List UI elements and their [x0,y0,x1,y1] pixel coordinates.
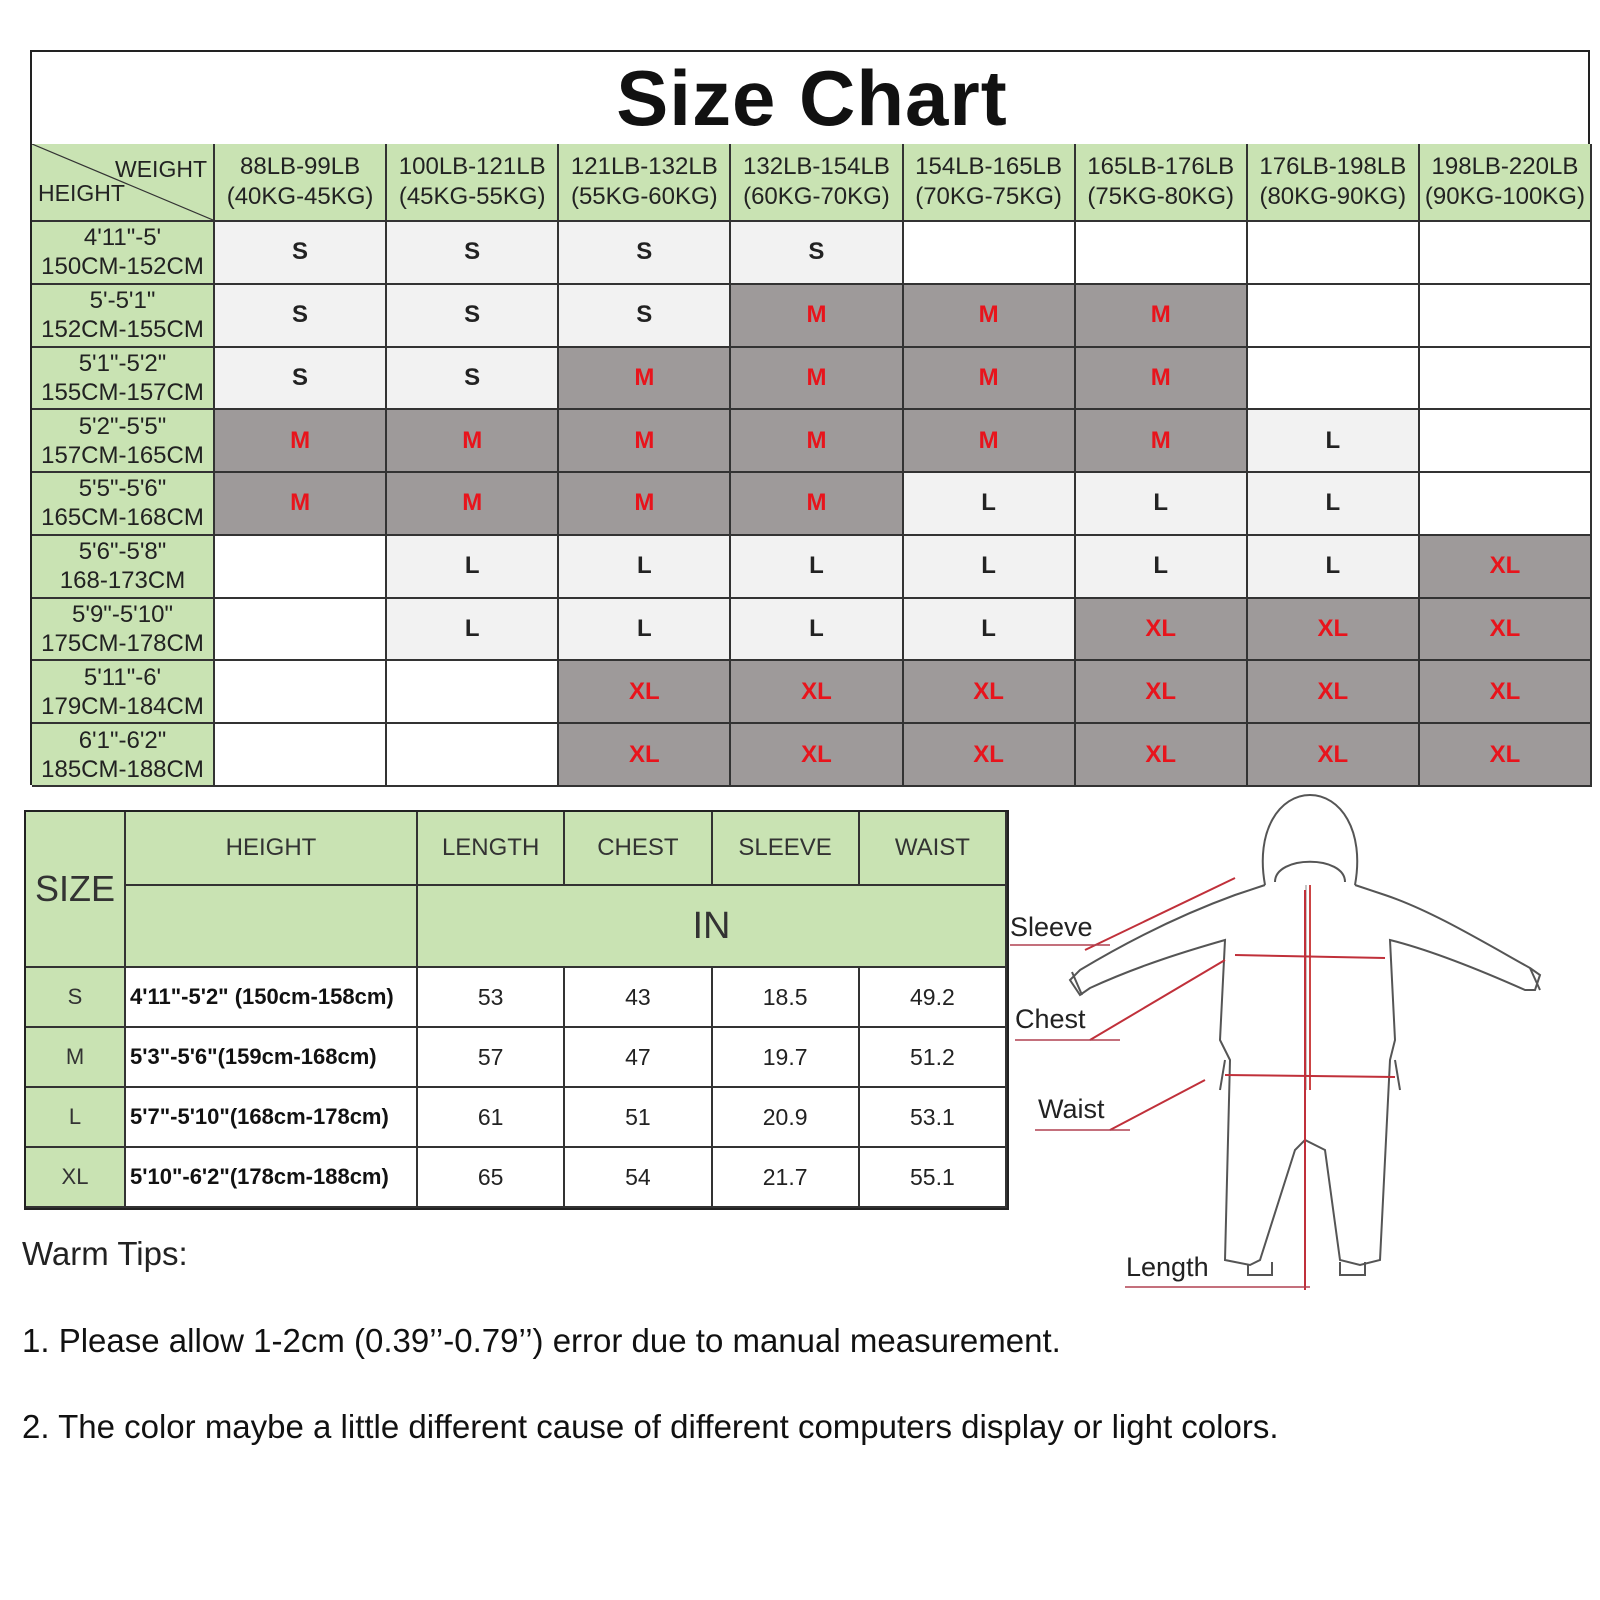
weight-lb: 165LB-176LB [1087,153,1235,180]
height-cm: 152CM-155CM [41,316,204,344]
size-cell: M [559,348,731,411]
size-cell [1248,285,1420,348]
size-cell: XL [1076,661,1248,724]
measurement-value: 54 [565,1148,712,1208]
size-cell [1420,222,1592,285]
size-cell [1420,348,1592,411]
size-header: SIZE [26,812,126,968]
size-cell: L [1248,473,1420,536]
size-cell: XL [1420,724,1592,787]
height-ft: 5'1"-5'2" [78,349,167,377]
height-ft: 6'1"-6'2" [78,726,167,754]
height-row-header [32,222,215,285]
measurement-value: 51 [565,1088,712,1148]
size-chart-table [30,50,1590,785]
height-cm: 175CM-178CM [41,630,204,658]
size-cell: XL [904,724,1076,787]
size-cell: M [731,473,903,536]
size-cell: XL [1248,724,1420,787]
chest-label: Chest [1015,1004,1086,1034]
size-cell: S [559,285,731,348]
size-cell: L [387,536,559,599]
size-cell: XL [1420,536,1592,599]
size-cell: M [904,410,1076,473]
weight-header [904,144,1076,222]
weight-kg: (45KG-55KG) [398,183,546,210]
waist-header: WAIST [860,812,1007,886]
measurement-value: 20.9 [713,1088,860,1148]
weight-header [731,144,903,222]
size-cell: M [215,473,387,536]
size-cell [1420,473,1592,536]
size-cell: XL [559,724,731,787]
size-row-label: L [26,1088,126,1148]
tips-title: Warm Tips: [22,1235,188,1272]
size-cell: M [731,348,903,411]
size-cell [215,724,387,787]
size-cell: M [1076,285,1248,348]
weight-kg: (70KG-75KG) [915,183,1062,210]
height-header: HEIGHT [126,812,418,886]
weight-lb: 198LB-220LB [1431,153,1579,180]
weight-lb: 100LB-121LB [398,153,546,180]
size-cell: XL [1248,599,1420,662]
measurement-value: 57 [418,1028,565,1088]
size-cell: M [215,410,387,473]
size-cell: S [559,222,731,285]
height-cm: 165CM-168CM [41,504,204,532]
length-header: LENGTH [418,812,565,886]
height-ft: 5'-5'1" [89,287,156,315]
height-ft: 5'11"-6' [83,663,162,691]
size-cell: S [731,222,903,285]
size-cell: M [387,410,559,473]
height-ft: 5'2"-5'5" [78,412,167,440]
size-cell: M [904,348,1076,411]
jumpsuit-diagram [1010,790,1590,1310]
size-cell [904,222,1076,285]
sleeve-header: SLEEVE [713,812,860,886]
measurement-value: 61 [418,1088,565,1148]
weight-header [559,144,731,222]
height-row-header [32,285,215,348]
size-cell [215,661,387,724]
waist-label: Waist [1038,1094,1105,1124]
height-row-header [32,599,215,662]
weight-lb: 132LB-154LB [743,153,890,180]
measurement-value: 21.7 [713,1148,860,1208]
size-cell: L [387,599,559,662]
size-cell: M [559,473,731,536]
size-cell [1076,222,1248,285]
weight-header [1076,144,1248,222]
size-cell [387,724,559,787]
size-cell: M [731,285,903,348]
size-cell: L [731,536,903,599]
size-grid [32,144,1592,787]
measurement-value: 65 [418,1148,565,1208]
height-ft: 5'6"-5'8" [78,538,167,566]
chest-header: CHEST [565,812,712,886]
size-cell: S [387,285,559,348]
size-cell [1420,410,1592,473]
measurement-value: 47 [565,1028,712,1088]
measurement-value: 55.1 [860,1148,1007,1208]
weight-header [1420,144,1592,222]
size-height-range: 5'10"-6'2"(178cm-188cm) [126,1148,418,1208]
weight-lb: 176LB-198LB [1259,153,1407,180]
height-cm: 185CM-188CM [41,755,204,783]
tip-item: 2. The color maybe a little different cause of different computers display or light colors. [22,1408,1279,1445]
weight-kg: (80KG-90KG) [1259,183,1407,210]
size-cell [215,599,387,662]
height-row-header [32,536,215,599]
size-cell [1248,348,1420,411]
weight-kg: (40KG-45KG) [226,183,374,210]
jumpsuit-illustration [1010,790,1590,1310]
sleeve-label: Sleeve [1010,912,1093,942]
size-height-range: 5'3"-5'6"(159cm-168cm) [126,1028,418,1088]
height-row-header [32,661,215,724]
size-cell [215,536,387,599]
size-cell: XL [559,661,731,724]
size-cell: S [215,348,387,411]
measurement-value: 49.2 [860,968,1007,1028]
measurement-grid [26,812,1007,1208]
height-ft: 4'11"-5' [83,224,162,252]
size-cell: L [1248,410,1420,473]
size-cell: L [1248,536,1420,599]
size-cell [1248,222,1420,285]
height-row-header [32,410,215,473]
height-cm: 155CM-157CM [41,378,204,406]
size-cell: S [215,222,387,285]
size-cell: S [387,348,559,411]
size-cell: XL [904,661,1076,724]
corner-cell [32,144,215,222]
size-cell: L [559,536,731,599]
height-row-header [32,724,215,787]
size-height-range: 4'11"-5'2" (150cm-158cm) [126,968,418,1028]
size-cell: XL [731,724,903,787]
weight-header [215,144,387,222]
size-height-range: 5'7"-5'10"(168cm-178cm) [126,1088,418,1148]
size-row-label: M [26,1028,126,1088]
size-cell: S [387,222,559,285]
measurement-value: 51.2 [860,1028,1007,1088]
size-cell: M [387,473,559,536]
tip-item: 1. Please allow 1-2cm (0.39’’-0.79’’) error due to manual measurement. [22,1322,1061,1359]
height-cm: 150CM-152CM [41,253,204,281]
measurement-value: 53 [418,968,565,1028]
weight-axis-label: WEIGHT [115,156,207,182]
height-ft: 5'5"-5'6" [78,475,167,503]
size-cell: L [731,599,903,662]
weight-lb: 121LB-132LB [570,153,718,180]
height-row-header [32,473,215,536]
length-label: Length [1126,1252,1209,1282]
size-cell: L [1076,536,1248,599]
weight-kg: (60KG-70KG) [743,183,890,210]
weight-kg: (90KG-100KG) [1424,183,1585,210]
size-cell: S [215,285,387,348]
weight-header [1248,144,1420,222]
size-cell: XL [1076,724,1248,787]
size-row-label: S [26,968,126,1028]
unit-header: IN [418,886,1007,968]
measurement-value: 18.5 [713,968,860,1028]
size-cell: XL [1248,661,1420,724]
measurement-value: 53.1 [860,1088,1007,1148]
size-cell: M [904,285,1076,348]
measurement-value: 43 [565,968,712,1028]
height-ft: 5'9"-5'10" [72,601,173,629]
height-cm: 168-173CM [59,567,186,595]
weight-lb: 88LB-99LB [240,153,361,180]
size-cell: L [1076,473,1248,536]
size-cell [387,661,559,724]
measurement-value: 19.7 [713,1028,860,1088]
size-cell: XL [1420,661,1592,724]
size-cell: M [1076,348,1248,411]
size-cell: XL [1076,599,1248,662]
size-cell [1420,285,1592,348]
size-cell: L [904,473,1076,536]
measurement-table [24,810,1009,1210]
size-cell: XL [1420,599,1592,662]
size-cell: M [1076,410,1248,473]
size-cell: M [559,410,731,473]
weight-kg: (75KG-80KG) [1087,183,1235,210]
height-cm: 179CM-184CM [41,692,204,720]
size-cell: M [731,410,903,473]
size-cell: L [904,536,1076,599]
height-row-header [32,348,215,411]
height-axis-label: HEIGHT [38,180,125,206]
size-cell: L [559,599,731,662]
weight-header [387,144,559,222]
size-cell: L [904,599,1076,662]
height-subheader [126,886,418,968]
weight-kg: (55KG-60KG) [570,183,718,210]
height-cm: 157CM-165CM [41,441,204,469]
chart-title: Size Chart [616,54,1008,142]
size-cell: XL [731,661,903,724]
weight-lb: 154LB-165LB [915,153,1062,180]
size-row-label: XL [26,1148,126,1208]
